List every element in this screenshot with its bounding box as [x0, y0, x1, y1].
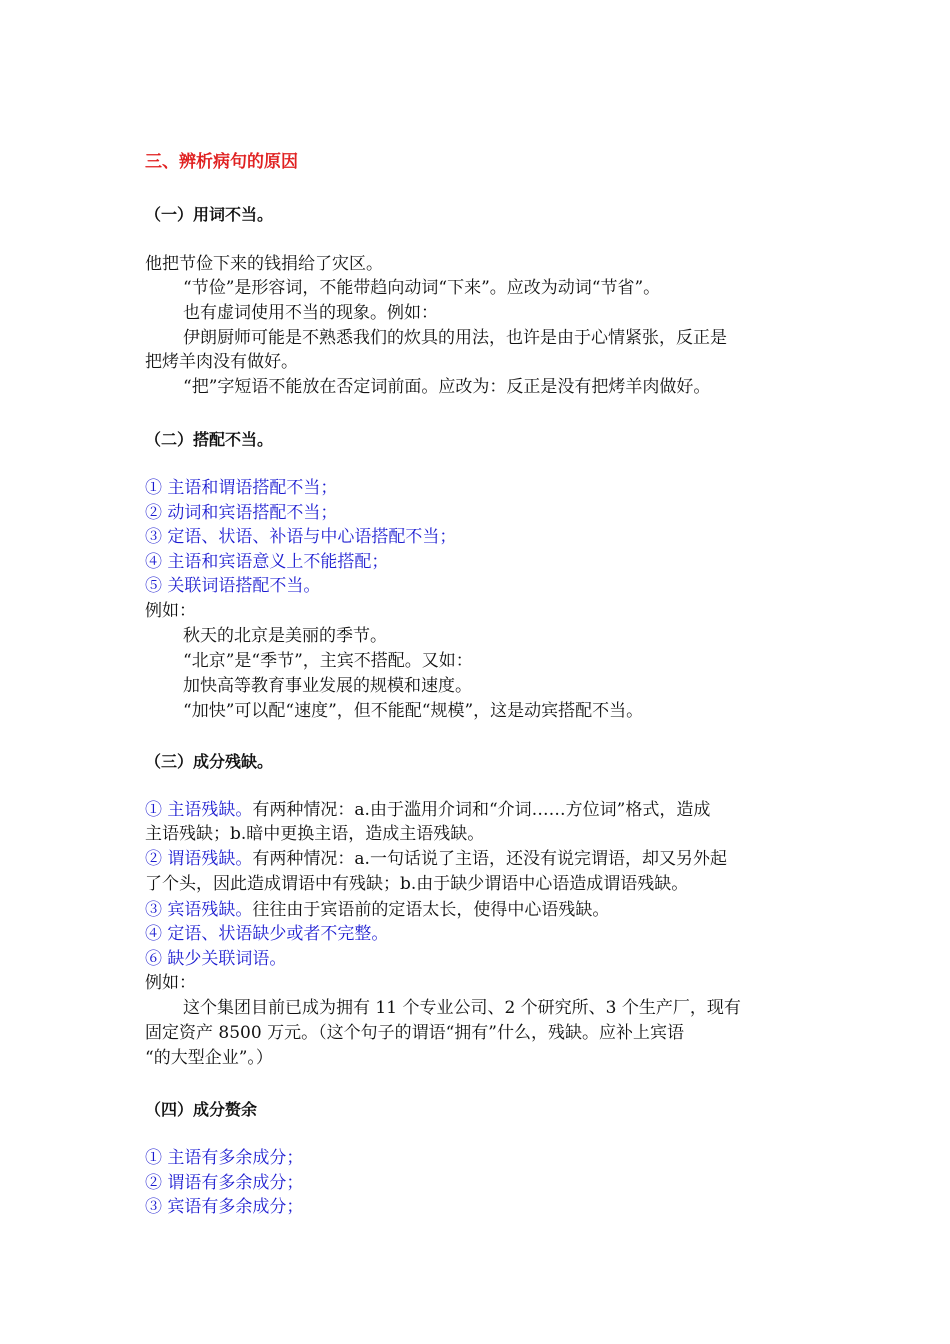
list-item: ⑥ 缺少关联词语。 — [145, 949, 287, 969]
list-item: ① 主语和谓语搭配不当； — [145, 478, 338, 498]
list-item: ③ 定语、状语、补语与中心语搭配不当； — [145, 527, 457, 547]
list-item — [145, 847, 727, 872]
paragraph-line: 固定资产 8500 万元。（这个句子的谓语“拥有”什么，残缺。应补上宾语 — [145, 1023, 684, 1043]
list-item: ① 主语有多余成分； — [145, 1148, 304, 1168]
list-item-text: 往往由于宾语前的定语太长，使得中心语残缺。 — [252, 900, 610, 920]
list-item-continuation: 了个头，因此造成谓语中有残缺；b.由于缺少谓语中心语造成谓语残缺。 — [145, 874, 689, 894]
paragraph-line: 这个集团目前已成为拥有 11 个专业公司、2 个研究所、3 个生产厂，现有 — [183, 998, 741, 1018]
paragraph-line: “把”字短语不能放在否定词前面。应改为：反正是没有把烤羊肉做好。 — [183, 377, 711, 397]
list-item: ④ 定语、状语缺少或者不完整。 — [145, 924, 389, 944]
paragraph-line: “的大型企业”。） — [145, 1048, 273, 1068]
list-item-label: ① 主语残缺。 — [145, 800, 253, 820]
paragraph-line: 秋天的北京是美丽的季节。 — [183, 626, 387, 646]
list-item: ④ 主语和宾语意义上不能搭配； — [145, 552, 389, 572]
list-item-continuation: 主语残缺；b.暗中更换主语，造成主语残缺。 — [145, 824, 485, 844]
paragraph-line: “加快”可以配“速度”，但不能配“规模”，这是动宾搭配不当。 — [183, 701, 644, 721]
list-item: ② 动词和宾语搭配不当； — [145, 503, 338, 523]
section-heading-2: （二）搭配不当。 — [145, 430, 274, 449]
paragraph-line: 也有虚词使用不当的现象。例如： — [183, 303, 438, 323]
paragraph-line: “北京”是“季节”，主宾不搭配。又如： — [183, 651, 473, 671]
section-heading-3: （三）成分残缺。 — [145, 752, 274, 771]
list-item — [145, 798, 710, 823]
example-label: 例如： — [145, 601, 196, 621]
paragraph-line: 把烤羊肉没有做好。 — [145, 352, 298, 372]
paragraph-line: “节俭”是形容词，不能带趋向动词“下来”。应改为动词“节省”。 — [183, 278, 661, 298]
list-item: ② 谓语有多余成分； — [145, 1173, 304, 1193]
list-item-label: ② 谓语残缺。 — [145, 849, 253, 869]
list-item — [145, 898, 609, 923]
paragraph-line: 他把节俭下来的钱捐给了灾区。 — [145, 254, 383, 274]
example-label: 例如： — [145, 973, 196, 993]
list-item-text: 有两种情况：a.由于滥用介词和“介词……方位词”格式，造成 — [252, 800, 711, 820]
list-item: ⑤ 关联词语搭配不当。 — [145, 576, 321, 596]
paragraph-line: 加快高等教育事业发展的规模和速度。 — [183, 676, 472, 696]
list-item-text: 有两种情况：a.一句话说了主语，还没有说完谓语，却又另外起 — [252, 849, 727, 869]
list-item: ③ 宾语有多余成分； — [145, 1197, 304, 1217]
list-item-label: ③ 宾语残缺。 — [145, 900, 253, 920]
paragraph-line: 伊朗厨师可能是不熟悉我们的炊具的用法，也许是由于心情紧张，反正是 — [183, 328, 727, 348]
page-title: 三、辨析病句的原因 — [145, 152, 298, 172]
section-heading-1: （一）用词不当。 — [145, 205, 274, 224]
section-heading-4: （四）成分赘余 — [145, 1100, 258, 1119]
